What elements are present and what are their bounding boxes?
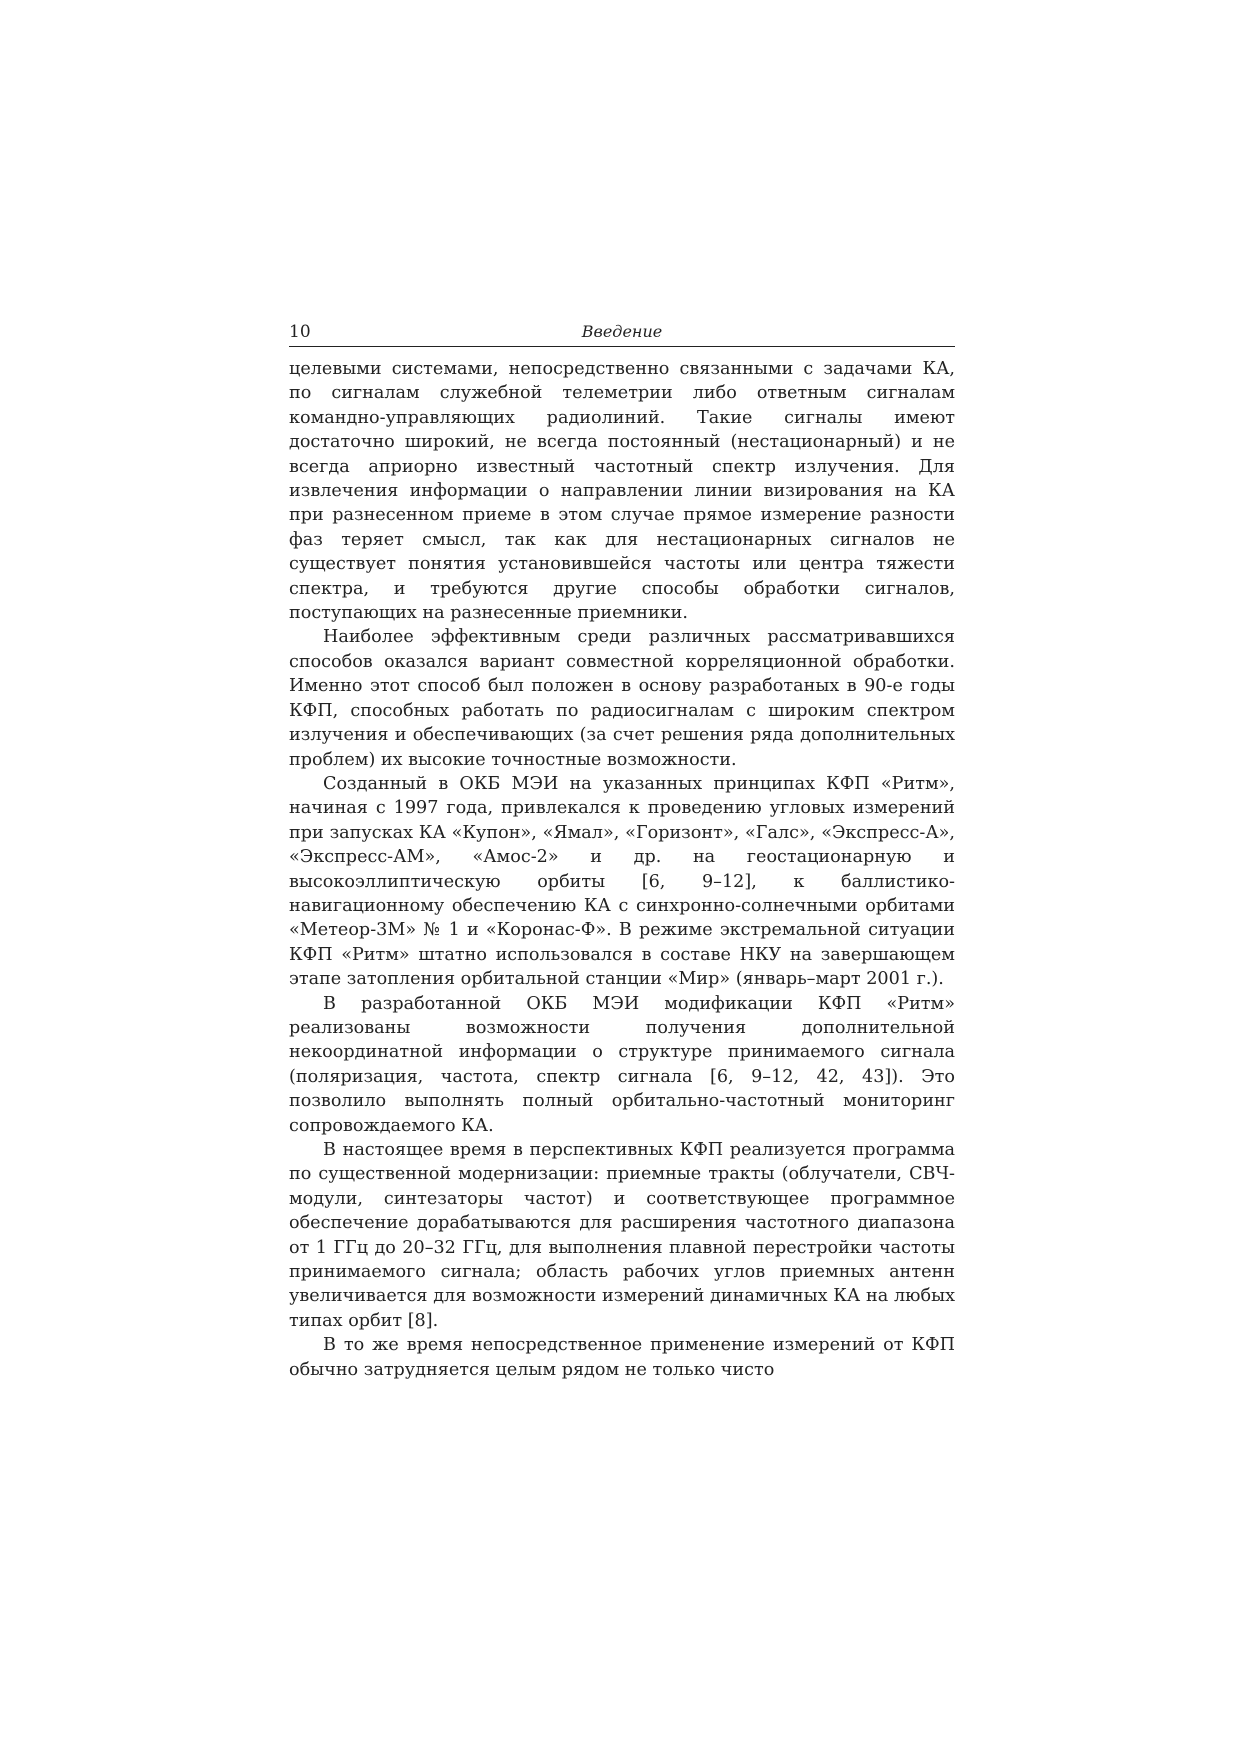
section-title: Введение [581,322,663,341]
paragraph-continuation: целевыми системами, непосредственно связанными с задачами КА, по сигналам служебной телеметрии либо ответным сигналам командно-управляющих радиолиний. Такие сигналы имеют достаточно широкий, не всегда постоянный (нестационарный) и не всегда априорно известный частотный спектр излучения. Для извлечения информации о направлении линии визирования на КА при разнесенном приеме в этом случае прямое измерение разности фаз теряет смысл, так как для нестационарных сигналов не существует понятия установившейся частоты или центра тяжести спектра, и требуются другие способы обработки сигналов, поступающих на разнесенные приемники. [289,359,955,624]
paragraph: В то же время непосредственное применение измерений от КФП обычно затрудняется целым рядом не только чисто [289,1335,955,1380]
paragraph: В разработанной ОКБ МЭИ модификации КФП «Ритм» реализованы возможности получения дополнительной некоординатной информации о структуре принимаемого сигнала (поляризация, частота, спектр сигнала [6, 9–12, 42, 43]). Это позволило выполнять полный орбитально-частотный мониторинг сопровождаемого КА. [289,993,955,1136]
paragraph: Наиболее эффективным среди различных рассматривавшихся способов оказался вариант совместной корреляционной обработки. Именно этот способ был положен в основу разработаных в 90-е годы КФП, способных работать по радиосигналам с широким спектром излучения и обеспечивающих (за счет решения ряда дополнительных проблем) их высокие точностные возможности. [289,627,955,770]
book-page [289,320,955,1382]
page-number: 10 [289,322,311,342]
running-head [289,320,955,347]
paragraph: Созданный в ОКБ МЭИ на указанных принципах КФП «Ритм», начиная с 1997 года, привлекался к проведению угловых измерений при запусках КА «Купон», «Ямал», «Горизонт», «Галс», «Экспресс-А», «Экспресс-АМ», «Амос-2» и др. на геостационарную и высокоэллиптическую орбиты [6, 9–12], к баллистико-навигационному обеспечению КА с синхронно-солнечными орбитами «Метеор-3М» № 1 и «Коронас-Ф». В режиме экстремальной ситуации КФП «Ритм» штатно использовался в составе НКУ на завершающем этапе затопления орбитальной станции «Мир» (январь–март 2001 г.). [289,773,955,990]
paragraph: В настоящее время в перспективных КФП реализуется программа по существенной модернизации: приемные тракты (облучатели, СВЧ-модули, синтезаторы частот) и соответствующее программное обеспечение дорабатываются для расширения частотного диапазона от 1 ГГц до 20–32 ГГц, для выполнения плавной перестройки частоты принимаемого сигнала; область рабочих углов приемных антенн увеличивается для возможности измерений динамичных КА на любых типах орбит [8]. [289,1140,955,1331]
body-text [289,357,955,1382]
